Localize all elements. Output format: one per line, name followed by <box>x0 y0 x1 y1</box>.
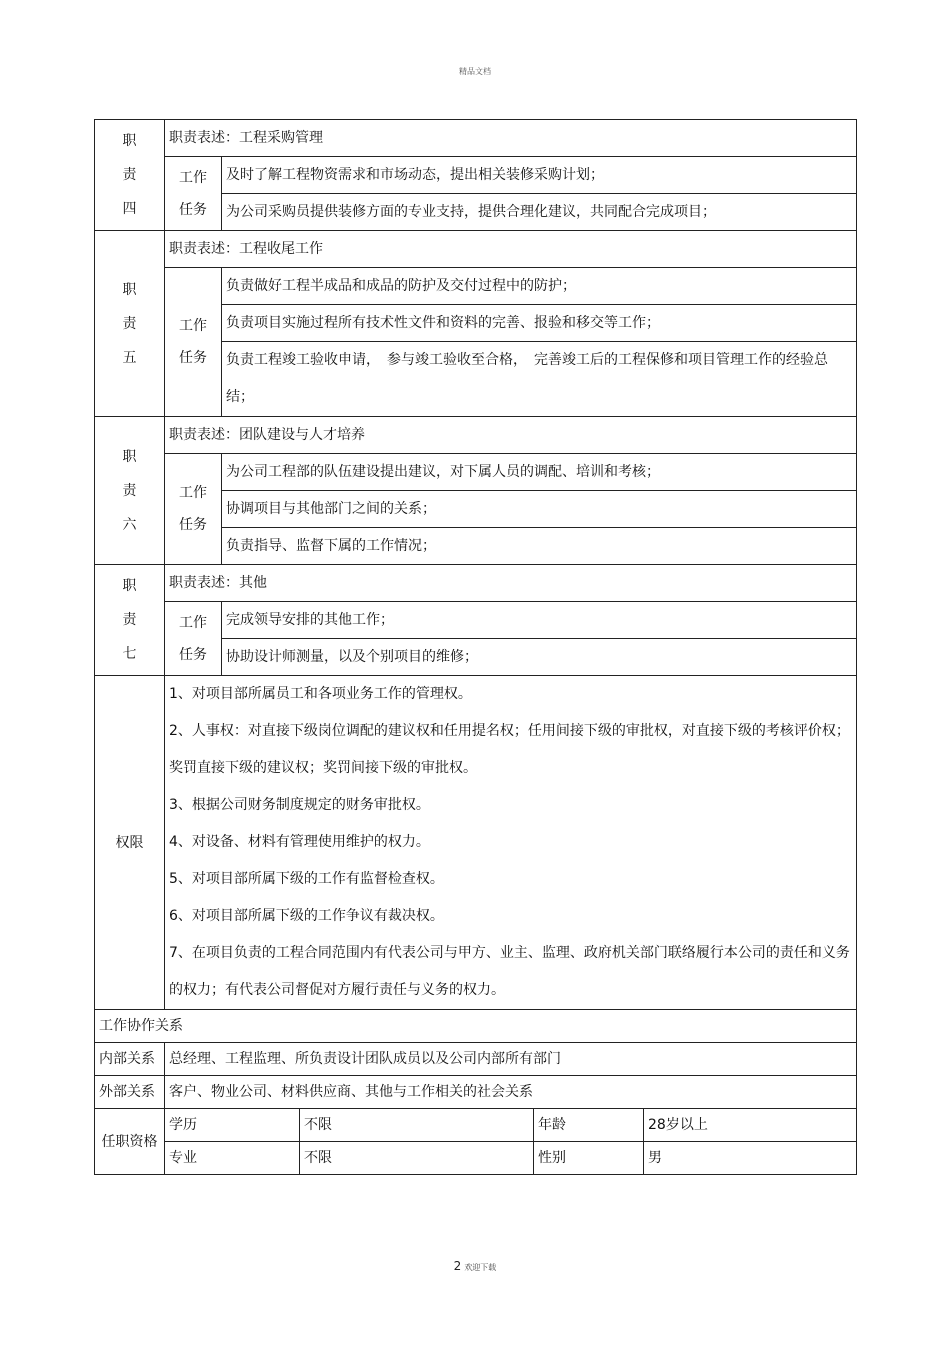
duty-7-task-1: 完成领导安排的其他工作； <box>222 602 857 639</box>
qualification-label: 任职资格 <box>95 1109 165 1175</box>
authority-item: 6、对项目部所属下级的工作争议有裁决权。 <box>169 908 444 924</box>
major-label: 专业 <box>165 1142 300 1175</box>
edu-value: 不限 <box>300 1109 534 1142</box>
duty-6-task-1: 为公司工程部的队伍建设提出建议，对下属人员的调配、培训和考核； <box>222 454 857 491</box>
duty-7-label: 职 责 七 <box>95 565 165 676</box>
duty-6-task-2: 协调项目与其他部门之间的关系； <box>222 491 857 528</box>
external-label: 外部关系 <box>95 1076 165 1109</box>
duty-5-task-2: 负责项目实施过程所有技术性文件和资料的完善、报验和移交等工作； <box>222 305 857 342</box>
duty-5-desc: 职责表述：工程收尾工作 <box>165 231 857 268</box>
footer-text: 欢迎下载 <box>464 1263 497 1272</box>
page-footer <box>0 1259 950 1273</box>
duty-4-task-1: 及时了解工程物资需求和市场动态，提出相关装修采购计划； <box>222 157 857 194</box>
duty-4-work-label: 工作 任务 <box>165 157 222 231</box>
duty-6-desc: 职责表述：团队建设与人才培养 <box>165 417 857 454</box>
major-value: 不限 <box>300 1142 534 1175</box>
gender-value: 男 <box>644 1142 857 1175</box>
edu-label: 学历 <box>165 1109 300 1142</box>
age-label: 年龄 <box>534 1109 644 1142</box>
age-value: 28岁以上 <box>644 1109 857 1142</box>
page-header: 精品文档 <box>459 67 491 76</box>
duty-5-task-3: 负责工程竣工验收申请， 参与竣工验收至合格， 完善竣工后的工程保修和项目管理工作的经验总结； <box>222 342 857 417</box>
duty-4-desc: 职责表述：工程采购管理 <box>165 120 857 157</box>
duty-6-work-label: 工作 任务 <box>165 454 222 565</box>
job-description-table <box>94 119 857 1175</box>
authority-item: 4、对设备、材料有管理使用维护的权力。 <box>169 834 430 850</box>
authority-item: 3、根据公司财务制度规定的财务审批权。 <box>169 797 430 813</box>
authority-item: 7、在项目负责的工程合同范围内有代表公司与甲方、业主、监理、政府机关部门联络履行本公司的责任和义务的权力；有代表公司督促对方履行责任与义务的权力。 <box>169 945 850 998</box>
duty-5-task-1: 负责做好工程半成品和成品的防护及交付过程中的防护； <box>222 268 857 305</box>
authority-list <box>165 676 857 1010</box>
authority-label: 权限 <box>95 676 165 1010</box>
internal-label: 内部关系 <box>95 1043 165 1076</box>
external-value: 客户、物业公司、材料供应商、其他与工作相关的社会关系 <box>165 1076 857 1109</box>
duty-7-task-2: 协助设计师测量，以及个别项目的维修； <box>222 639 857 676</box>
authority-item: 1、对项目部所属员工和各项业务工作的管理权。 <box>169 686 472 702</box>
duty-4-label: 职 责 四 <box>95 120 165 231</box>
duty-6-label: 职 责 六 <box>95 417 165 565</box>
gender-label: 性别 <box>534 1142 644 1175</box>
duty-5-label: 职 责 五 <box>95 231 165 417</box>
collab-title: 工作协作关系 <box>95 1010 857 1043</box>
internal-value: 总经理、工程监理、所负责设计团队成员以及公司内部所有部门 <box>165 1043 857 1076</box>
authority-item: 5、对项目部所属下级的工作有监督检查权。 <box>169 871 444 887</box>
authority-item: 2、人事权：对直接下级岗位调配的建议权和任用提名权；任用间接下级的审批权，对直接下级的考核评价权；奖罚直接下级的建议权；奖罚间接下级的审批权。 <box>169 723 850 776</box>
duty-4-task-2: 为公司采购员提供装修方面的专业支持，提供合理化建议，共同配合完成项目； <box>222 194 857 231</box>
duty-7-work-label: 工作 任务 <box>165 602 222 676</box>
duty-6-task-3: 负责指导、监督下属的工作情况； <box>222 528 857 565</box>
duty-7-desc: 职责表述：其他 <box>165 565 857 602</box>
page-number: 2 <box>453 1259 462 1273</box>
duty-5-work-label: 工作 任务 <box>165 268 222 417</box>
